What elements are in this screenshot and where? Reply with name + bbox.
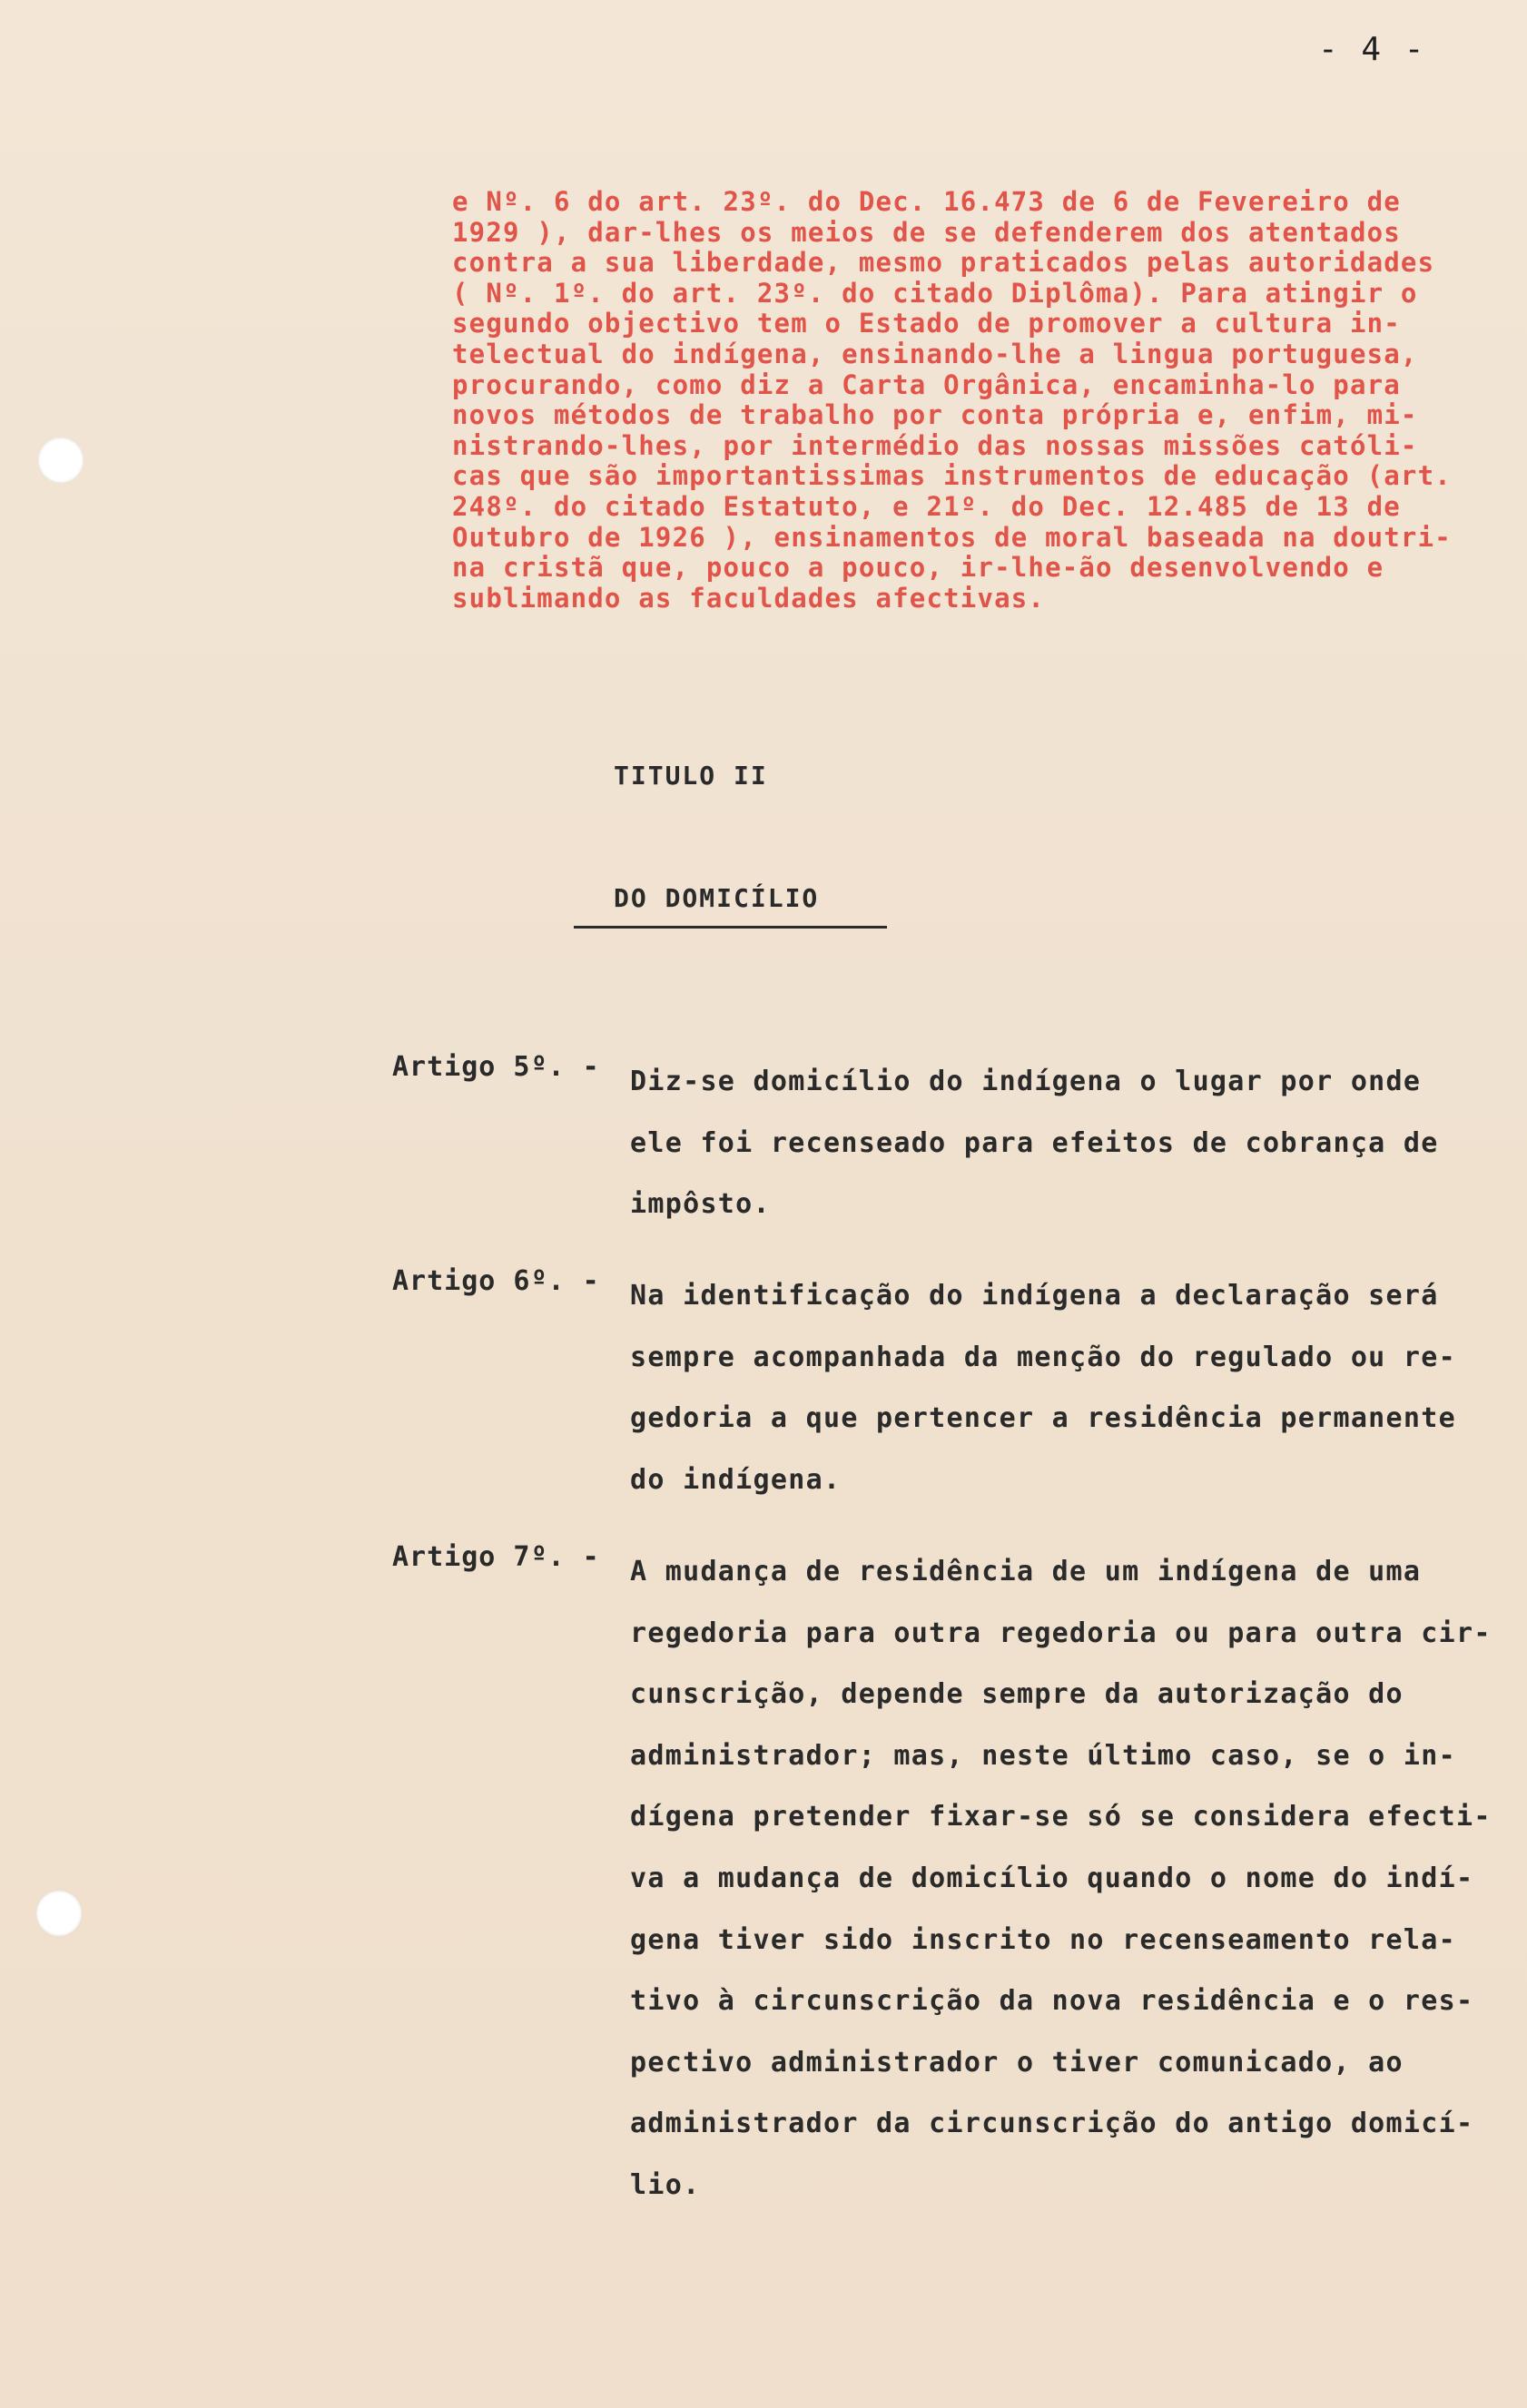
- article-label: Artigo 5º. -: [392, 1051, 600, 1083]
- article-text: [630, 1051, 1439, 1235]
- article-line: sempre acompanhada da menção do regulado ou re-: [630, 1341, 1456, 1373]
- article-line: do indígena.: [630, 1463, 842, 1496]
- intro-line: na cristã que, pouco a pouco, ir-lhe-ão desenvolvendo e: [452, 552, 1384, 584]
- punch-hole-bottom: [36, 1891, 82, 1936]
- section-subtitle: DO DOMICÍLIO: [614, 883, 820, 913]
- intro-line: Outubro de 1926 ), ensinamentos de moral baseada na doutri-: [452, 521, 1452, 553]
- article-line: Na identificação do indígena a declaração será: [630, 1280, 1439, 1312]
- intro-line: segundo objectivo tem o Estado de promover a cultura in-: [452, 308, 1401, 339]
- intro-line: contra a sua liberdade, mesmo praticados pelas autoridades: [452, 247, 1435, 279]
- article-line: Diz-se domicílio do indígena o lugar por onde: [630, 1066, 1422, 1097]
- article-line: A mudança de residência de um indígena de uma: [630, 1556, 1422, 1587]
- article-line: impôsto.: [630, 1188, 771, 1221]
- article-line: lio.: [630, 2168, 701, 2201]
- article-line: dígena pretender fixar-se só se considera efecti-: [630, 1801, 1492, 1833]
- article-line: tivo à circunscrição da nova residência e o res-: [630, 1985, 1474, 2018]
- article-line: administrador da circunscrição do antigo domicí-: [630, 2108, 1474, 2140]
- intro-line: nistrando-lhes, por intermédio das nossas missões católi-: [452, 429, 1418, 461]
- section-title: TITULO II: [614, 761, 768, 791]
- intro-line: cas que são importantissimas instrumentos de educação (art.: [452, 460, 1452, 492]
- article-line: regedoria para outra regedoria ou para outra cir-: [630, 1617, 1492, 1649]
- article-text: [630, 1541, 1492, 2216]
- intro-paragraph: [452, 187, 1514, 614]
- intro-line: sublimando as faculdades afectivas.: [452, 582, 1046, 614]
- punch-hole-top: [38, 437, 84, 483]
- intro-line: e Nº. 6 do art. 23º. do Dec. 16.473 de 6 de Fevereiro de: [452, 186, 1401, 217]
- article-line: gedoria a que pertencer a residência permanente: [630, 1402, 1456, 1435]
- intro-line: novos métodos de trabalho por conta própria e, enfim, mi-: [452, 399, 1418, 431]
- article-line: ele foi recenseado para efeitos de cobrança de: [630, 1126, 1439, 1159]
- intro-line: ( Nº. 1º. do art. 23º. do citado Diplôma). Para atingir o: [452, 277, 1418, 309]
- article-line: va a mudança de domicílio quando o nome do indí-: [630, 1862, 1474, 1894]
- article-text: [630, 1265, 1456, 1510]
- page-number: - 4 -: [1318, 31, 1426, 68]
- intro-line: telectual do indígena, ensinando-lhe a lingua portuguesa,: [452, 338, 1418, 369]
- intro-line: 248º. do citado Estatuto, e 21º. do Dec. 12.485 de 13 de: [452, 490, 1401, 522]
- article-line: gena tiver sido inscrito no recenseamento rela-: [630, 1923, 1456, 1956]
- intro-line: procurando, como diz a Carta Orgânica, encaminha-lo para: [452, 369, 1401, 400]
- article-label: Artigo 6º. -: [392, 1265, 600, 1297]
- subtitle-underline: [574, 926, 887, 929]
- article-line: pectivo administrador o tiver comunicado, ao: [630, 2046, 1404, 2079]
- article-line: cunscrição, depende sempre da autorização do: [630, 1678, 1404, 1711]
- article-label: Artigo 7º. -: [392, 1541, 600, 1573]
- intro-line: 1929 ), dar-lhes os meios de se defenderem dos atentados: [452, 216, 1401, 248]
- article-line: administrador; mas, neste último caso, se o in-: [630, 1739, 1456, 1772]
